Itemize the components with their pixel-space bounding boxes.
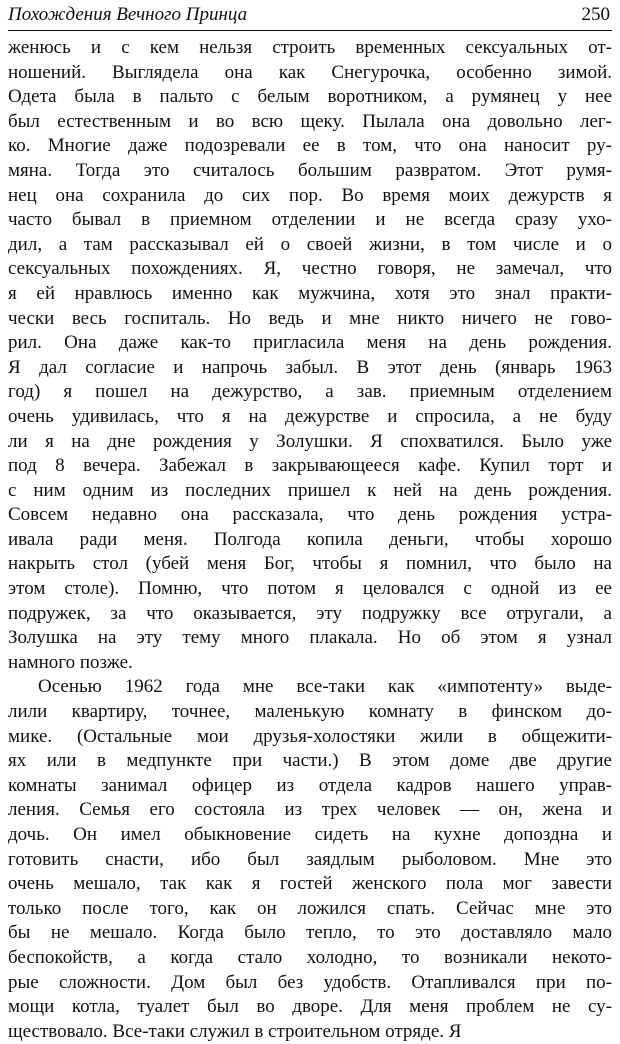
- text-line: мяна. Тогда это считалось большим развратом. Этот румя-: [8, 159, 612, 181]
- text-line: нец она сохранила до сих пор. Во время моих дежурств я: [8, 184, 612, 206]
- text-line: этом столе). Помню, что потом я целовался с одной из ее: [8, 578, 612, 600]
- text-body: [8, 36, 612, 1044]
- text-line: беспокойств, а когда стало холодно, то возникали некото-: [8, 946, 612, 968]
- text-line: рые сложности. Дом был без удобств. Отапливался при по-: [8, 971, 612, 993]
- text-line: Осенью 1962 года мне все-таки как «импотенту» выде-: [38, 676, 612, 698]
- text-line: ях или в медпункте при части.) В этом доме две другие: [8, 750, 612, 772]
- text-line: очень мешало, так как я гостей женского пола мог завести: [8, 873, 612, 895]
- text-line: ивала ради меня. Полгода копила деньги, чтобы хорошо: [8, 528, 612, 550]
- text-line: мике. (Остальные мои друзья-холостяки жили в общежити-: [8, 725, 612, 747]
- text-line: был естественным и во всю щеку. Пылала она довольно лег-: [8, 110, 612, 132]
- text-line: дил, а там рассказывал ей о своей жизни, в том числе и о: [8, 233, 612, 255]
- running-header: [8, 2, 612, 31]
- text-line: мощи котла, туалет был во дворе. Для меня проблем не су-: [8, 996, 612, 1018]
- text-line: под 8 вечера. Забежал в закрывающееся кафе. Купил торт и: [8, 455, 612, 477]
- text-line: намного позже.: [8, 651, 133, 673]
- text-line: Одета была в пальто с белым воротником, а румянец у нее: [8, 86, 612, 108]
- page-number: 250: [581, 4, 610, 25]
- text-line: лили квартиру, точнее, маленькую комнату в финском до-: [8, 701, 612, 723]
- text-line: ношений. Выглядела она как Снегурочка, особенно зимой.: [8, 61, 612, 83]
- text-line: рил. Она даже как-то пригласила меня на день рождения.: [8, 332, 612, 354]
- text-line: Совсем недавно она рассказала, что день рождения устра-: [8, 504, 612, 526]
- text-line: ли я на дне рождения у Золушки. Я спохватился. Было уже: [8, 430, 612, 452]
- text-line: накрыть стол (убей меня Бог, чтобы я помнил, что было на: [8, 553, 612, 575]
- paragraph: [8, 675, 612, 1044]
- text-line: бы не мешало. Когда было тепло, то это доставляло мало: [8, 922, 612, 944]
- text-line: дочь. Он имел обыкновение сидеть на кухне допоздна и: [8, 824, 612, 845]
- text-line: только после того, как он ложился спать. Сейчас мне это: [8, 897, 612, 919]
- text-line: чески весь госпиталь. Но ведь и мне никто ничего не гово-: [8, 307, 612, 329]
- text-line: часто бывал в приемном отделении и не всегда сразу ухо-: [8, 209, 612, 231]
- text-line: Я дал согласие и напрочь забыл. В этот день (январь 1963: [8, 356, 612, 378]
- text-line: комнаты занимал офицер из отдела кадров нашего управ-: [8, 774, 612, 796]
- text-line: женюсь и с кем нельзя строить временных сексуальных от-: [8, 37, 612, 58]
- text-line: ко. Многие даже подозревали ее в том, что она наносит ру-: [8, 135, 612, 157]
- text-line: с ним одним из последних пришел к ней на день рождения.: [8, 479, 612, 501]
- text-line: ления. Семья его состояла из трех человек — он, жена и: [8, 799, 612, 821]
- text-line: сексуальных похождениях. Я, честно говоря, не замечал, что: [8, 258, 612, 280]
- text-line: ществовало. Все-таки служил в строительном отряде. Я: [8, 1020, 462, 1042]
- book-title: Похождения Вечного Принца: [8, 4, 248, 25]
- text-line: год) я пошел на дежурство, а зав. приемным отделением: [8, 381, 612, 403]
- text-line: очень удивилась, что я на дежурстве и спросила, а не буду: [8, 405, 612, 427]
- text-line: я ей нравлюсь именно как мужчина, хотя это знал практи-: [8, 282, 612, 304]
- paragraph: [8, 36, 612, 675]
- text-line: подружек, за что оказывается, эту подружку все отругали, а: [8, 602, 612, 624]
- text-line: готовить снасти, ибо был заядлым рыболовом. Мне это: [8, 848, 612, 870]
- text-line: Золушка на эту тему много плакала. Но об этом я узнал: [8, 627, 612, 649]
